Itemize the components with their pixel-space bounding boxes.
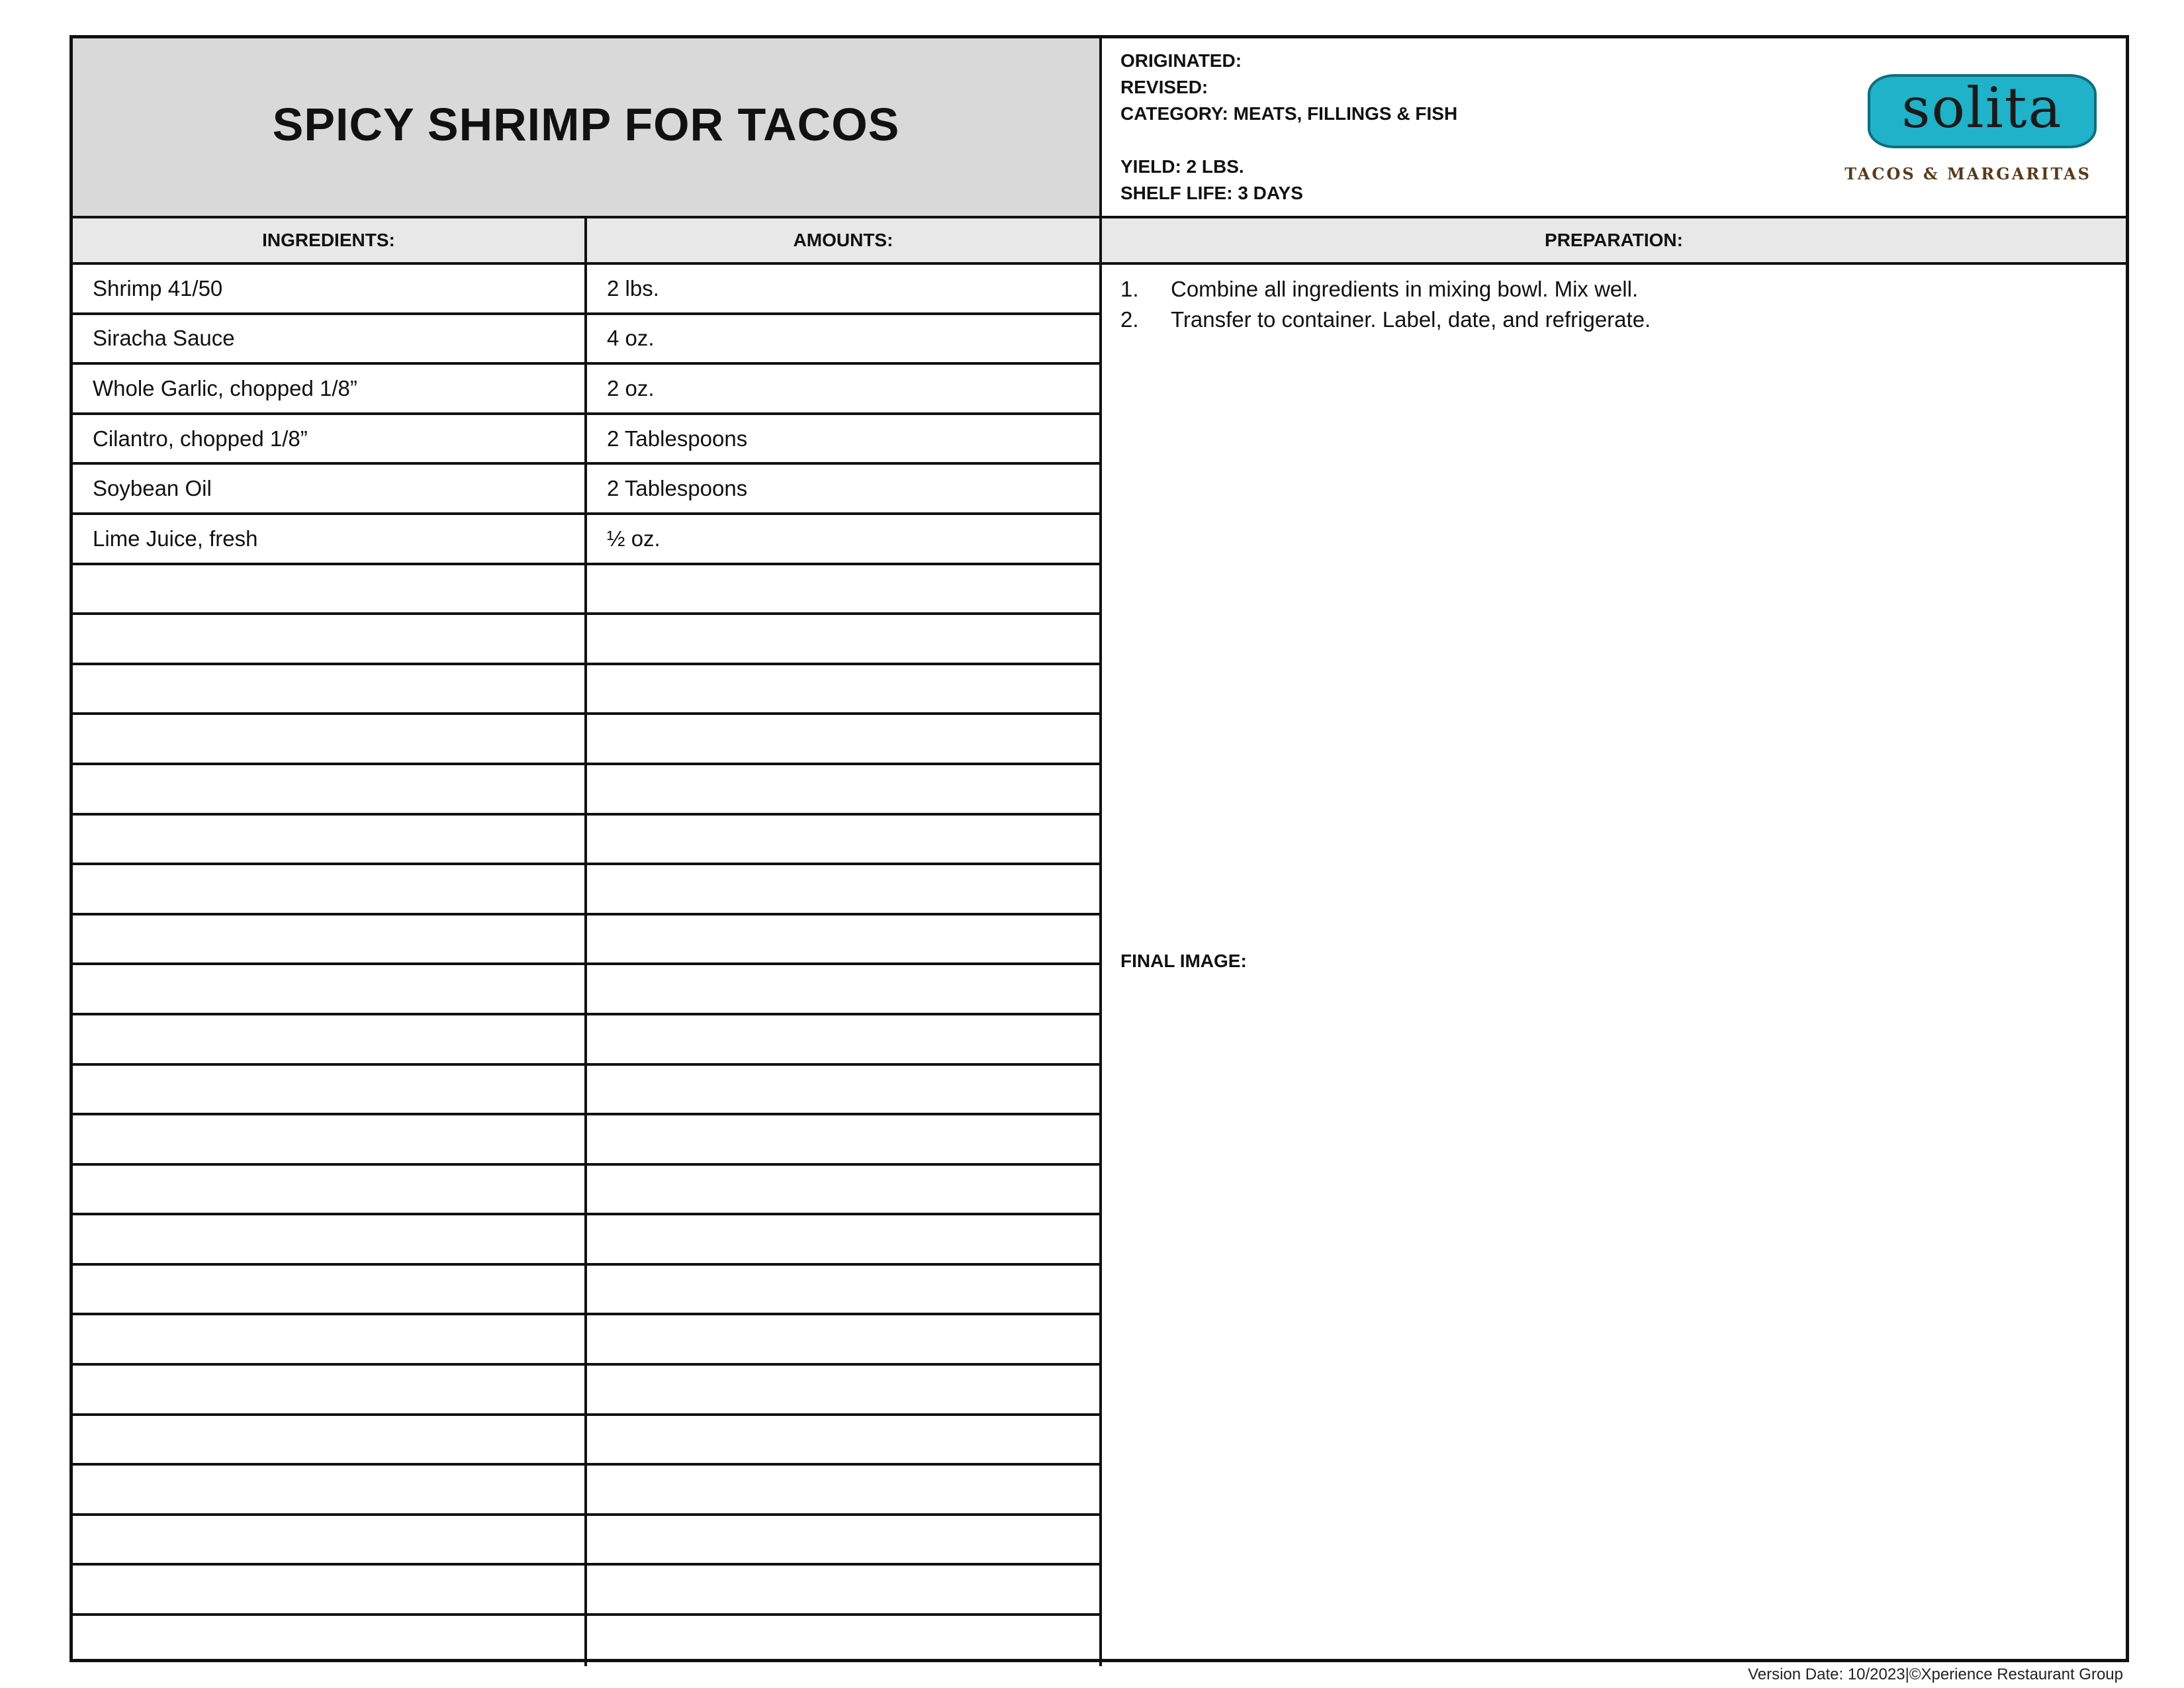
table-row [73,315,1102,365]
ingredient-cell [73,1466,587,1513]
table-row [73,1115,1102,1166]
table-row [73,965,1102,1015]
amount-cell: 4 oz. [587,315,1102,363]
amount-cell [587,816,1102,863]
ingredient-cell [73,1066,587,1113]
logo-tagline: TACOS & MARGARITAS [1844,164,2091,183]
version-footer: Version Date: 10/2023|©Xperience Restaurant Group [1748,1665,2123,1683]
ingredient-cell [73,715,587,763]
table-row [73,515,1102,565]
table-row [73,365,1102,415]
preparation-header: PREPARATION: [1102,218,2126,265]
amount-cell [587,1466,1102,1513]
ingredient-cell: Lime Juice, fresh [73,515,587,563]
table-row [73,715,1102,765]
recipe-meta [1120,48,1457,207]
yield-label: YIELD: 2 LBS. [1120,156,1244,177]
table-row [73,565,1102,616]
step-number: 2. [1120,307,1139,332]
ingredient-cell [73,1115,587,1163]
amount-cell [587,1315,1102,1363]
table-row [73,615,1102,665]
table-row [73,915,1102,966]
ingredient-cell [73,665,587,713]
ingredient-cell [73,765,587,813]
table-row [73,816,1102,866]
ingredient-cell [73,565,587,613]
table-row [73,1266,1102,1316]
category-label: CATEGORY: MEATS, FILLINGS & FISH [1120,103,1458,124]
shelf-life-label: SHELF LIFE: 3 DAYS [1120,183,1303,203]
ingredient-cell [73,1566,587,1613]
table-row [73,465,1102,515]
originated-label: ORIGINATED: [1120,50,1242,71]
table-row [73,1066,1102,1116]
table-row [73,1416,1102,1466]
amount-cell [587,1416,1102,1464]
amount-cell: 2 lbs. [587,265,1102,312]
ingredient-cell: Soybean Oil [73,465,587,512]
ingredient-cell [73,865,587,913]
amounts-header: AMOUNTS: [587,218,1102,265]
amount-cell [587,665,1102,713]
ingredient-cell [73,1366,587,1413]
amount-cell [587,865,1102,913]
ingredient-cell [73,915,587,963]
amount-cell: 2 Tablespoons [587,415,1102,463]
amount-cell [587,1366,1102,1413]
step-text: Transfer to container. Label, date, and refrigerate. [1171,307,1651,332]
amount-cell [587,1215,1102,1263]
amount-cell [587,1066,1102,1113]
ingredient-cell [73,1015,587,1063]
table-row [73,1466,1102,1516]
ingredient-cell [73,1215,587,1263]
ingredient-cell [73,816,587,863]
amount-cell [587,1115,1102,1163]
table-row [73,415,1102,465]
revised-label: REVISED: [1120,77,1208,97]
table-row [73,1166,1102,1216]
final-image-label: FINAL IMAGE: [1120,951,1247,971]
table-row [73,1616,1102,1666]
ingredient-cell [73,1166,587,1213]
table-row [73,865,1102,915]
ingredient-cell [73,1315,587,1363]
amount-cell [587,1566,1102,1613]
meta-panel [1102,38,2126,218]
amount-cell: ½ oz. [587,515,1102,563]
amount-cell [587,565,1102,613]
step-text: Combine all ingredients in mixing bowl. Mix well. [1171,277,1639,301]
table-row [73,665,1102,716]
table-row [73,1566,1102,1616]
ingredient-cell [73,1416,587,1464]
ingredient-cell [73,615,587,663]
table-row [73,1315,1102,1366]
ingredient-cell [73,1516,587,1564]
solita-logo [1868,74,2098,160]
ingredients-header: INGREDIENTS: [73,218,587,265]
table-row [73,1516,1102,1566]
ingredient-cell: Cilantro, chopped 1/8” [73,415,587,463]
amount-cell [587,1015,1102,1063]
logo-wordmark: solita [1901,75,2063,140]
ingredient-cell: Siracha Sauce [73,315,587,363]
table-row [73,1015,1102,1066]
amount-cell [587,915,1102,963]
ingredient-cell: Shrimp 41/50 [73,265,587,312]
amount-cell: 2 oz. [587,365,1102,412]
amount-cell: 2 Tablespoons [587,465,1102,512]
preparation-steps [1120,274,1651,335]
amount-cell [587,965,1102,1013]
ingredient-cell [73,1266,587,1313]
amount-cell [587,765,1102,813]
ingredient-cell [73,1616,587,1666]
preparation-step [1120,305,1651,335]
logo-badge [1868,74,2097,148]
amount-cell [587,1166,1102,1213]
table-row [73,1215,1102,1266]
preparation-step [1120,274,1651,305]
preparation-panel [1102,265,2126,1659]
amount-cell [587,1616,1102,1666]
ingredient-table [73,265,1102,1666]
table-row [73,765,1102,816]
table-row [73,265,1102,315]
recipe-title: SPICY SHRIMP FOR TACOS [272,99,900,150]
ingredient-cell [73,965,587,1013]
amount-cell [587,715,1102,763]
amount-cell [587,1516,1102,1564]
amount-cell [587,1266,1102,1313]
recipe-card [69,35,2129,1662]
table-row [73,1366,1102,1416]
ingredient-cell: Whole Garlic, chopped 1/8” [73,365,587,412]
title-panel [73,38,1102,218]
amount-cell [587,615,1102,663]
step-number: 1. [1120,277,1139,301]
